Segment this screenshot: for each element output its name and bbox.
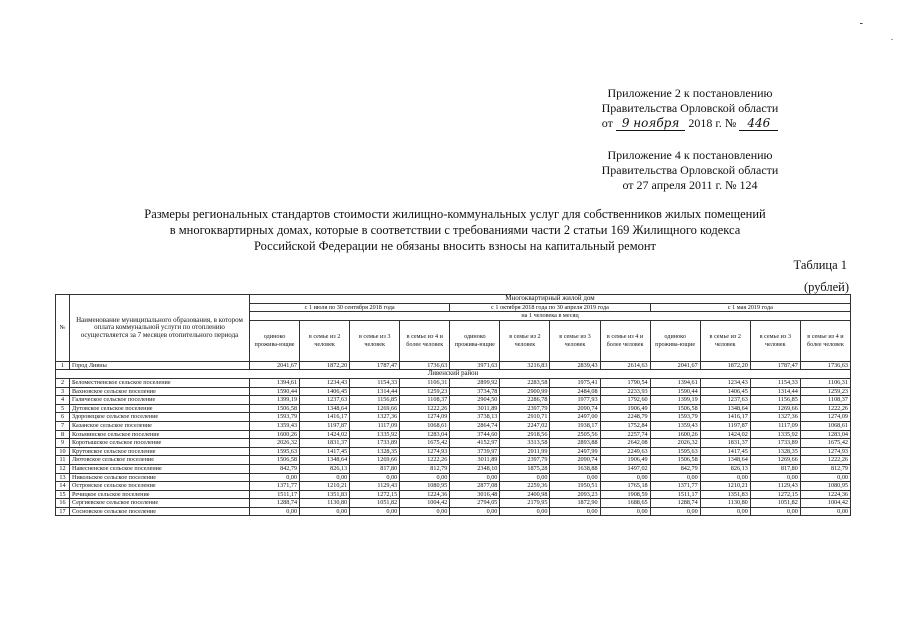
row-municipality: Козьминское сельское поселение bbox=[70, 430, 250, 439]
row-number: 16 bbox=[56, 499, 70, 508]
row-value: 2249,63 bbox=[600, 447, 650, 456]
row-value: 1792,60 bbox=[600, 396, 650, 405]
row-value: 1906,49 bbox=[600, 456, 650, 465]
row-value: 1638,88 bbox=[550, 464, 600, 473]
row-value: 0,00 bbox=[250, 473, 300, 482]
row-value: 1736,63 bbox=[800, 361, 850, 370]
appendix-line-2: Правительства Орловской области bbox=[601, 101, 779, 115]
row-value: 1908,59 bbox=[600, 490, 650, 499]
row-value: 817,80 bbox=[750, 464, 800, 473]
row-value: 1595,63 bbox=[650, 447, 700, 456]
table-row bbox=[56, 447, 851, 456]
row-value: 1416,17 bbox=[300, 413, 350, 422]
row-value: 3738,13 bbox=[450, 413, 500, 422]
row-value: 2497,00 bbox=[550, 413, 600, 422]
row-municipality: Лютовское сельское поселение bbox=[70, 456, 250, 465]
row-value: 1506,58 bbox=[650, 456, 700, 465]
appendix-date-line bbox=[560, 116, 820, 131]
row-value: 2794,05 bbox=[450, 499, 500, 508]
row-value: 1222,26 bbox=[800, 456, 850, 465]
header-municipality: Наименование муниципального образования, в котором оплата коммунальной услуги по отоплению осуществляется за 7 месяцев отопительного периода bbox=[70, 295, 250, 362]
row-value: 2283,58 bbox=[500, 378, 550, 387]
row-value: 1234,43 bbox=[300, 378, 350, 387]
row-value: 1511,17 bbox=[250, 490, 300, 499]
row-municipality: Сосновское сельское поселение bbox=[70, 507, 250, 516]
header-period-3: с 1 мая 2019 года bbox=[650, 303, 850, 312]
row-value: 0,00 bbox=[700, 507, 750, 516]
row-number: 14 bbox=[56, 482, 70, 491]
row-number: 10 bbox=[56, 447, 70, 456]
row-value: 1348,64 bbox=[700, 404, 750, 413]
row-value: 2397,79 bbox=[500, 404, 550, 413]
row-value: 1274,09 bbox=[800, 413, 850, 422]
row-value: 1210,21 bbox=[300, 482, 350, 491]
row-value: 2348,10 bbox=[450, 464, 500, 473]
row-municipality: Казанское сельское поселение bbox=[70, 421, 250, 430]
row-value: 842,79 bbox=[650, 464, 700, 473]
row-value: 1269,66 bbox=[750, 404, 800, 413]
row-value: 1130,80 bbox=[300, 499, 350, 508]
row-value: 1688,65 bbox=[600, 499, 650, 508]
table-row bbox=[56, 464, 851, 473]
row-value: 1831,37 bbox=[700, 439, 750, 448]
row-value: 1156,85 bbox=[750, 396, 800, 405]
row-number: 11 bbox=[56, 456, 70, 465]
row-value: 3739,97 bbox=[450, 447, 500, 456]
standards-table bbox=[55, 294, 851, 516]
table-row bbox=[56, 396, 851, 405]
header-per-person: на 1 человека в месяц bbox=[250, 312, 851, 321]
row-value: 1129,43 bbox=[350, 482, 400, 491]
header-period-1: с 1 июля по 30 сентября 2018 года bbox=[250, 303, 450, 312]
row-value: 1590,44 bbox=[650, 387, 700, 396]
row-value: 1593,79 bbox=[250, 413, 300, 422]
row-value: 1335,92 bbox=[350, 430, 400, 439]
row-number: 15 bbox=[56, 490, 70, 499]
header-subcol: в семье из 2 человек bbox=[700, 320, 750, 361]
row-value: 0,00 bbox=[750, 473, 800, 482]
row-value: 1977,93 bbox=[550, 396, 600, 405]
row-value: 1595,63 bbox=[250, 447, 300, 456]
row-value: 1399,19 bbox=[250, 396, 300, 405]
row-value: 1269,66 bbox=[350, 456, 400, 465]
row-value: 3016,48 bbox=[450, 490, 500, 499]
table-row bbox=[56, 413, 851, 422]
row-value: 0,00 bbox=[450, 507, 500, 516]
row-value: 0,00 bbox=[700, 473, 750, 482]
row-value: 1506,58 bbox=[650, 404, 700, 413]
row-number: 17 bbox=[56, 507, 70, 516]
row-number: 3 bbox=[56, 387, 70, 396]
row-value: 1269,66 bbox=[750, 456, 800, 465]
header-subcol: одиноко прожива-ющие bbox=[650, 320, 700, 361]
row-value: 1417,45 bbox=[300, 447, 350, 456]
row-value: 0,00 bbox=[500, 507, 550, 516]
row-value: 0,00 bbox=[600, 507, 650, 516]
row-value: 0,00 bbox=[800, 473, 850, 482]
row-number: 4 bbox=[56, 396, 70, 405]
row-value: 2642,08 bbox=[600, 439, 650, 448]
row-value: 1371,77 bbox=[250, 482, 300, 491]
appendix2-line-1: Приложение 4 к постановлению bbox=[607, 148, 773, 162]
row-value: 1787,47 bbox=[350, 361, 400, 370]
row-number: 1 bbox=[56, 361, 70, 370]
table-row bbox=[56, 456, 851, 465]
row-value: 2026,32 bbox=[650, 439, 700, 448]
title-line-3: Российской Федерации не обязаны вносить взносы на капитальный ремонт bbox=[253, 239, 657, 253]
row-value: 1068,61 bbox=[800, 421, 850, 430]
row-value: 1600,26 bbox=[250, 430, 300, 439]
row-value: 1237,63 bbox=[300, 396, 350, 405]
header-no: № bbox=[56, 295, 70, 362]
row-value: 1975,41 bbox=[550, 378, 600, 387]
row-municipality: Вахновское сельское поселение bbox=[70, 387, 250, 396]
table-row bbox=[56, 507, 851, 516]
row-municipality: Речицкое сельское поселение bbox=[70, 490, 250, 499]
header-subcol: одиноко прожива-ющие bbox=[250, 320, 300, 361]
district-row bbox=[56, 370, 851, 379]
row-value: 826,13 bbox=[700, 464, 750, 473]
row-value: 1154,33 bbox=[350, 378, 400, 387]
row-value: 1274,93 bbox=[800, 447, 850, 456]
header-subcol: в семье из 4 и более человек bbox=[600, 320, 650, 361]
row-value: 2484,08 bbox=[550, 387, 600, 396]
row-value: 1222,26 bbox=[800, 404, 850, 413]
row-value: 1351,83 bbox=[700, 490, 750, 499]
title-line-2: в многоквартирных домах, которые в соответствии с требованиями части 2 статьи 169 Жилищного кодекса bbox=[169, 223, 741, 237]
row-value: 0,00 bbox=[350, 473, 400, 482]
row-value: 1736,63 bbox=[400, 361, 450, 370]
header-subcol: в семье из 2 человек bbox=[500, 320, 550, 361]
row-value: 1288,74 bbox=[250, 499, 300, 508]
row-number: 2 bbox=[56, 378, 70, 387]
row-value: 2893,88 bbox=[550, 439, 600, 448]
table-body bbox=[56, 361, 851, 516]
header-subcol: в семье из 3 человек bbox=[350, 320, 400, 361]
row-value: 0,00 bbox=[550, 473, 600, 482]
row-value: 2093,23 bbox=[550, 490, 600, 499]
header-subcol: в семье из 3 человек bbox=[550, 320, 600, 361]
row-value: 1288,74 bbox=[650, 499, 700, 508]
table-label: Таблица 1 bbox=[793, 258, 847, 272]
row-value: 1394,61 bbox=[250, 378, 300, 387]
row-value: 0,00 bbox=[300, 507, 350, 516]
row-value: 2397,79 bbox=[500, 456, 550, 465]
row-value: 1197,87 bbox=[300, 421, 350, 430]
table-row bbox=[56, 473, 851, 482]
row-value: 3313,58 bbox=[500, 439, 550, 448]
row-value: 1156,85 bbox=[350, 396, 400, 405]
row-value: 3734,78 bbox=[450, 387, 500, 396]
header-subcol: одиноко прожива-ющие bbox=[450, 320, 500, 361]
row-value: 0,00 bbox=[650, 473, 700, 482]
row-value: 1080,95 bbox=[400, 482, 450, 491]
row-value: 1327,36 bbox=[350, 413, 400, 422]
row-value: 2904,50 bbox=[450, 396, 500, 405]
row-value: 3011,89 bbox=[450, 404, 500, 413]
header-subcol: в семье из 2 человек bbox=[300, 320, 350, 361]
title-line-1: Размеры региональных стандартов стоимости жилищно-коммунальных услуг для собственников жилых помещений bbox=[144, 207, 766, 221]
table-row bbox=[56, 499, 851, 508]
appendix-header-current bbox=[560, 86, 820, 131]
row-value: 2911,99 bbox=[500, 447, 550, 456]
row-value: 1906,49 bbox=[600, 404, 650, 413]
row-number: 7 bbox=[56, 421, 70, 430]
date-year: 2018 г. bbox=[688, 116, 722, 130]
row-value: 2918,56 bbox=[500, 430, 550, 439]
table-row bbox=[56, 430, 851, 439]
row-value: 1399,19 bbox=[650, 396, 700, 405]
row-value: 2090,74 bbox=[550, 456, 600, 465]
row-number: 6 bbox=[56, 413, 70, 422]
row-value: 1497,02 bbox=[600, 464, 650, 473]
header-subcol: в семье из 4 и более человек bbox=[800, 320, 850, 361]
row-value: 0,00 bbox=[500, 473, 550, 482]
date-prefix: от bbox=[601, 116, 613, 130]
row-value: 3744,60 bbox=[450, 430, 500, 439]
row-value: 1335,92 bbox=[750, 430, 800, 439]
row-value: 1068,61 bbox=[400, 421, 450, 430]
row-value: 3011,89 bbox=[450, 456, 500, 465]
row-value: 812,79 bbox=[400, 464, 450, 473]
header-house-type: Многоквартирный жилой дом bbox=[250, 295, 851, 304]
row-value: 2257,74 bbox=[600, 430, 650, 439]
row-value: 0,00 bbox=[600, 473, 650, 482]
row-value: 0,00 bbox=[350, 507, 400, 516]
row-value: 1234,43 bbox=[700, 378, 750, 387]
row-value: 1787,47 bbox=[750, 361, 800, 370]
row-value: 1950,51 bbox=[550, 482, 600, 491]
row-value: 1371,77 bbox=[650, 482, 700, 491]
row-municipality: Город Ливны bbox=[70, 361, 250, 370]
row-value: 1106,31 bbox=[400, 378, 450, 387]
row-value: 3971,63 bbox=[450, 361, 500, 370]
row-number: 8 bbox=[56, 430, 70, 439]
row-value: 842,79 bbox=[250, 464, 300, 473]
row-value: 1590,44 bbox=[250, 387, 300, 396]
row-value: 1080,95 bbox=[800, 482, 850, 491]
row-value: 1117,09 bbox=[750, 421, 800, 430]
row-value: 1272,15 bbox=[750, 490, 800, 499]
row-municipality: Сергиевское сельское поселение bbox=[70, 499, 250, 508]
row-value: 1406,45 bbox=[700, 387, 750, 396]
row-value: 1004,42 bbox=[800, 499, 850, 508]
row-value: 2400,98 bbox=[500, 490, 550, 499]
document-title bbox=[60, 206, 850, 254]
row-value: 1359,43 bbox=[650, 421, 700, 430]
row-value: 1938,17 bbox=[550, 421, 600, 430]
row-value: 1314,44 bbox=[750, 387, 800, 396]
row-value: 2026,32 bbox=[250, 439, 300, 448]
row-value: 1600,26 bbox=[650, 430, 700, 439]
row-municipality: Никольское сельское поселение bbox=[70, 473, 250, 482]
row-value: 2614,63 bbox=[600, 361, 650, 370]
row-number: 9 bbox=[56, 439, 70, 448]
row-value: 1406,45 bbox=[300, 387, 350, 396]
table-row bbox=[56, 439, 851, 448]
row-value: 2041,67 bbox=[650, 361, 700, 370]
handwritten-number: 446 bbox=[739, 116, 778, 131]
row-value: 1004,42 bbox=[400, 499, 450, 508]
row-value: 0,00 bbox=[450, 473, 500, 482]
row-value: 1314,44 bbox=[350, 387, 400, 396]
corner-mark: - bbox=[859, 18, 863, 29]
row-value: 1733,89 bbox=[750, 439, 800, 448]
row-value: 1283,04 bbox=[800, 430, 850, 439]
row-municipality: Здоровецкое сельское поселение bbox=[70, 413, 250, 422]
row-number: 13 bbox=[56, 473, 70, 482]
row-value: 812,79 bbox=[800, 464, 850, 473]
row-value: 1106,31 bbox=[800, 378, 850, 387]
row-value: 1108,37 bbox=[400, 396, 450, 405]
row-value: 1831,37 bbox=[300, 439, 350, 448]
table-row bbox=[56, 482, 851, 491]
row-value: 2179,95 bbox=[500, 499, 550, 508]
row-value: 1051,82 bbox=[350, 499, 400, 508]
row-value: 1593,79 bbox=[650, 413, 700, 422]
row-municipality: Крутовское сельское поселение bbox=[70, 447, 250, 456]
row-value: 1394,61 bbox=[650, 378, 700, 387]
row-value: 2899,92 bbox=[450, 378, 500, 387]
row-value: 1348,64 bbox=[300, 404, 350, 413]
row-value: 1237,63 bbox=[700, 396, 750, 405]
row-value: 1154,33 bbox=[750, 378, 800, 387]
row-value: 1129,43 bbox=[750, 482, 800, 491]
row-value: 1328,35 bbox=[750, 447, 800, 456]
row-municipality: Островское сельское поселение bbox=[70, 482, 250, 491]
row-value: 1765,18 bbox=[600, 482, 650, 491]
row-value: 1269,66 bbox=[350, 404, 400, 413]
row-municipality: Дутовское сельское поселение bbox=[70, 404, 250, 413]
row-value: 1506,58 bbox=[250, 404, 300, 413]
table-row bbox=[56, 404, 851, 413]
row-value: 1274,09 bbox=[400, 413, 450, 422]
row-value: 0,00 bbox=[250, 507, 300, 516]
row-number: 12 bbox=[56, 464, 70, 473]
row-value: 1790,54 bbox=[600, 378, 650, 387]
row-value: 1283,04 bbox=[400, 430, 450, 439]
row-value: 2041,67 bbox=[250, 361, 300, 370]
row-value: 2839,43 bbox=[550, 361, 600, 370]
row-value: 826,13 bbox=[300, 464, 350, 473]
row-value: 3216,83 bbox=[500, 361, 550, 370]
unit-label: (рублей) bbox=[803, 280, 849, 294]
district-name: Ливенский район bbox=[56, 370, 851, 379]
row-value: 1359,43 bbox=[250, 421, 300, 430]
row-value: 1675,42 bbox=[400, 439, 450, 448]
row-value: 1675,42 bbox=[800, 439, 850, 448]
row-value: 1224,36 bbox=[400, 490, 450, 499]
row-value: 0,00 bbox=[300, 473, 350, 482]
table-row bbox=[56, 361, 851, 370]
row-value: 0,00 bbox=[400, 507, 450, 516]
table-row bbox=[56, 378, 851, 387]
row-value: 1222,26 bbox=[400, 404, 450, 413]
row-municipality: Галическое сельское поселение bbox=[70, 396, 250, 405]
row-value: 1222,26 bbox=[400, 456, 450, 465]
row-value: 1733,89 bbox=[350, 439, 400, 448]
row-value: 1424,02 bbox=[300, 430, 350, 439]
row-value: 1272,15 bbox=[350, 490, 400, 499]
row-value: 2259,36 bbox=[500, 482, 550, 491]
row-value: 1224,36 bbox=[800, 490, 850, 499]
row-municipality: Коротышское сельское поселение bbox=[70, 439, 250, 448]
row-value: 1424,02 bbox=[700, 430, 750, 439]
row-value: 2247,02 bbox=[500, 421, 550, 430]
row-value: 0,00 bbox=[800, 507, 850, 516]
handwritten-date: 9 ноября bbox=[616, 116, 685, 131]
row-value: 1274,93 bbox=[400, 447, 450, 456]
row-value: 4152,97 bbox=[450, 439, 500, 448]
row-value: 1130,80 bbox=[700, 499, 750, 508]
row-value: 1259,23 bbox=[400, 387, 450, 396]
row-value: 1108,37 bbox=[800, 396, 850, 405]
row-value: 1051,82 bbox=[750, 499, 800, 508]
row-value: 2877,08 bbox=[450, 482, 500, 491]
row-value: 2864,74 bbox=[450, 421, 500, 430]
row-municipality: Навесненское сельское поселение bbox=[70, 464, 250, 473]
appendix2-line-2: Правительства Орловской области bbox=[601, 163, 779, 177]
row-value: 1351,83 bbox=[300, 490, 350, 499]
row-value: 0,00 bbox=[400, 473, 450, 482]
row-value: 1752,84 bbox=[600, 421, 650, 430]
row-value: 0,00 bbox=[750, 507, 800, 516]
row-value: 1416,17 bbox=[700, 413, 750, 422]
row-value: 1259,23 bbox=[800, 387, 850, 396]
row-value: 1348,64 bbox=[700, 456, 750, 465]
row-value: 1117,09 bbox=[350, 421, 400, 430]
row-value: 1417,45 bbox=[700, 447, 750, 456]
row-value: 2286,78 bbox=[500, 396, 550, 405]
row-value: 1872,90 bbox=[550, 499, 600, 508]
row-value: 1327,36 bbox=[750, 413, 800, 422]
row-value: 2090,74 bbox=[550, 404, 600, 413]
row-value: 1872,20 bbox=[700, 361, 750, 370]
row-value: 1348,64 bbox=[300, 456, 350, 465]
table-row bbox=[56, 490, 851, 499]
appendix2-line-3: от 27 апреля 2011 г. № 124 bbox=[622, 178, 758, 192]
row-value: 1506,58 bbox=[250, 456, 300, 465]
row-value: 2497,99 bbox=[550, 447, 600, 456]
row-value: 1511,17 bbox=[650, 490, 700, 499]
appendix-header-original bbox=[560, 148, 820, 193]
row-value: 1328,35 bbox=[350, 447, 400, 456]
row-value: 1197,87 bbox=[700, 421, 750, 430]
row-value: 817,80 bbox=[350, 464, 400, 473]
number-prefix: № bbox=[724, 116, 737, 130]
table-row bbox=[56, 387, 851, 396]
row-value: 2233,93 bbox=[600, 387, 650, 396]
row-number: 5 bbox=[56, 404, 70, 413]
row-value: 0,00 bbox=[650, 507, 700, 516]
table-row bbox=[56, 421, 851, 430]
row-value: 2910,71 bbox=[500, 413, 550, 422]
row-value: 2900,99 bbox=[500, 387, 550, 396]
row-municipality: Беломестненское сельское поселение bbox=[70, 378, 250, 387]
header-subcol: в семье из 3 человек bbox=[750, 320, 800, 361]
row-value: 1210,21 bbox=[700, 482, 750, 491]
row-value: 1872,20 bbox=[300, 361, 350, 370]
appendix-line-1: Приложение 2 к постановлению bbox=[607, 86, 773, 100]
row-value: 0,00 bbox=[550, 507, 600, 516]
row-value: 2248,79 bbox=[600, 413, 650, 422]
corner-mark-dot: . bbox=[891, 33, 893, 42]
row-value: 1875,28 bbox=[500, 464, 550, 473]
header-period-2: с 1 октября 2018 года по 30 апреля 2019 года bbox=[450, 303, 650, 312]
row-value: 2505,56 bbox=[550, 430, 600, 439]
header-subcol: в семье из 4 и более человек bbox=[400, 320, 450, 361]
